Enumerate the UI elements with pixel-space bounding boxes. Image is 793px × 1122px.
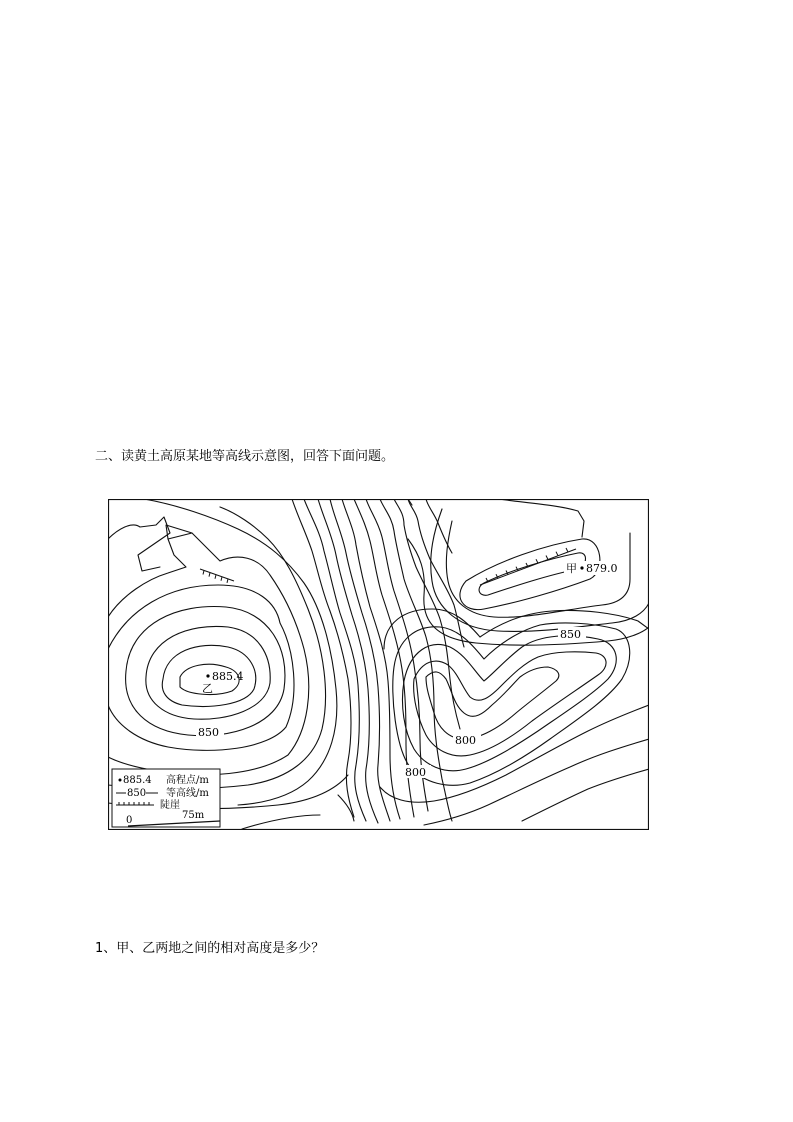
contour-label-800-lower: 800	[405, 766, 426, 779]
spot-height-jia	[564, 561, 626, 575]
spot-dot-yi	[206, 674, 209, 677]
contour-map	[108, 499, 649, 830]
spot-dot-jia	[580, 566, 583, 569]
spot-name-jia: 甲	[566, 562, 577, 575]
legend-contour-sample: 850	[127, 788, 147, 799]
question-1: 1、甲、乙两地之间的相对高度是多少？	[95, 941, 325, 956]
question-heading: 二、读黄土高原某地等高线示意图，回答下面问题。	[95, 449, 395, 464]
spot-name-yi: 乙	[202, 682, 213, 695]
legend-spot-sample: 885.4	[123, 775, 152, 786]
legend-scale-end: 75m	[182, 810, 205, 821]
legend-cliff-label: 陡崖	[160, 800, 180, 811]
spot-value-jia: 879.0	[586, 562, 618, 575]
legend-contour-label: 等高线/m	[166, 788, 209, 799]
legend-spot-label: 高程点/m	[166, 775, 209, 786]
spot-value-yi: 885.4	[212, 670, 244, 683]
map-legend	[112, 769, 220, 827]
legend-scale-zero: 0	[126, 815, 133, 826]
contour-label-800-upper: 800	[455, 734, 476, 747]
contour-label-850-right: 850	[560, 628, 581, 641]
contour-label-850-left: 850	[198, 726, 219, 739]
